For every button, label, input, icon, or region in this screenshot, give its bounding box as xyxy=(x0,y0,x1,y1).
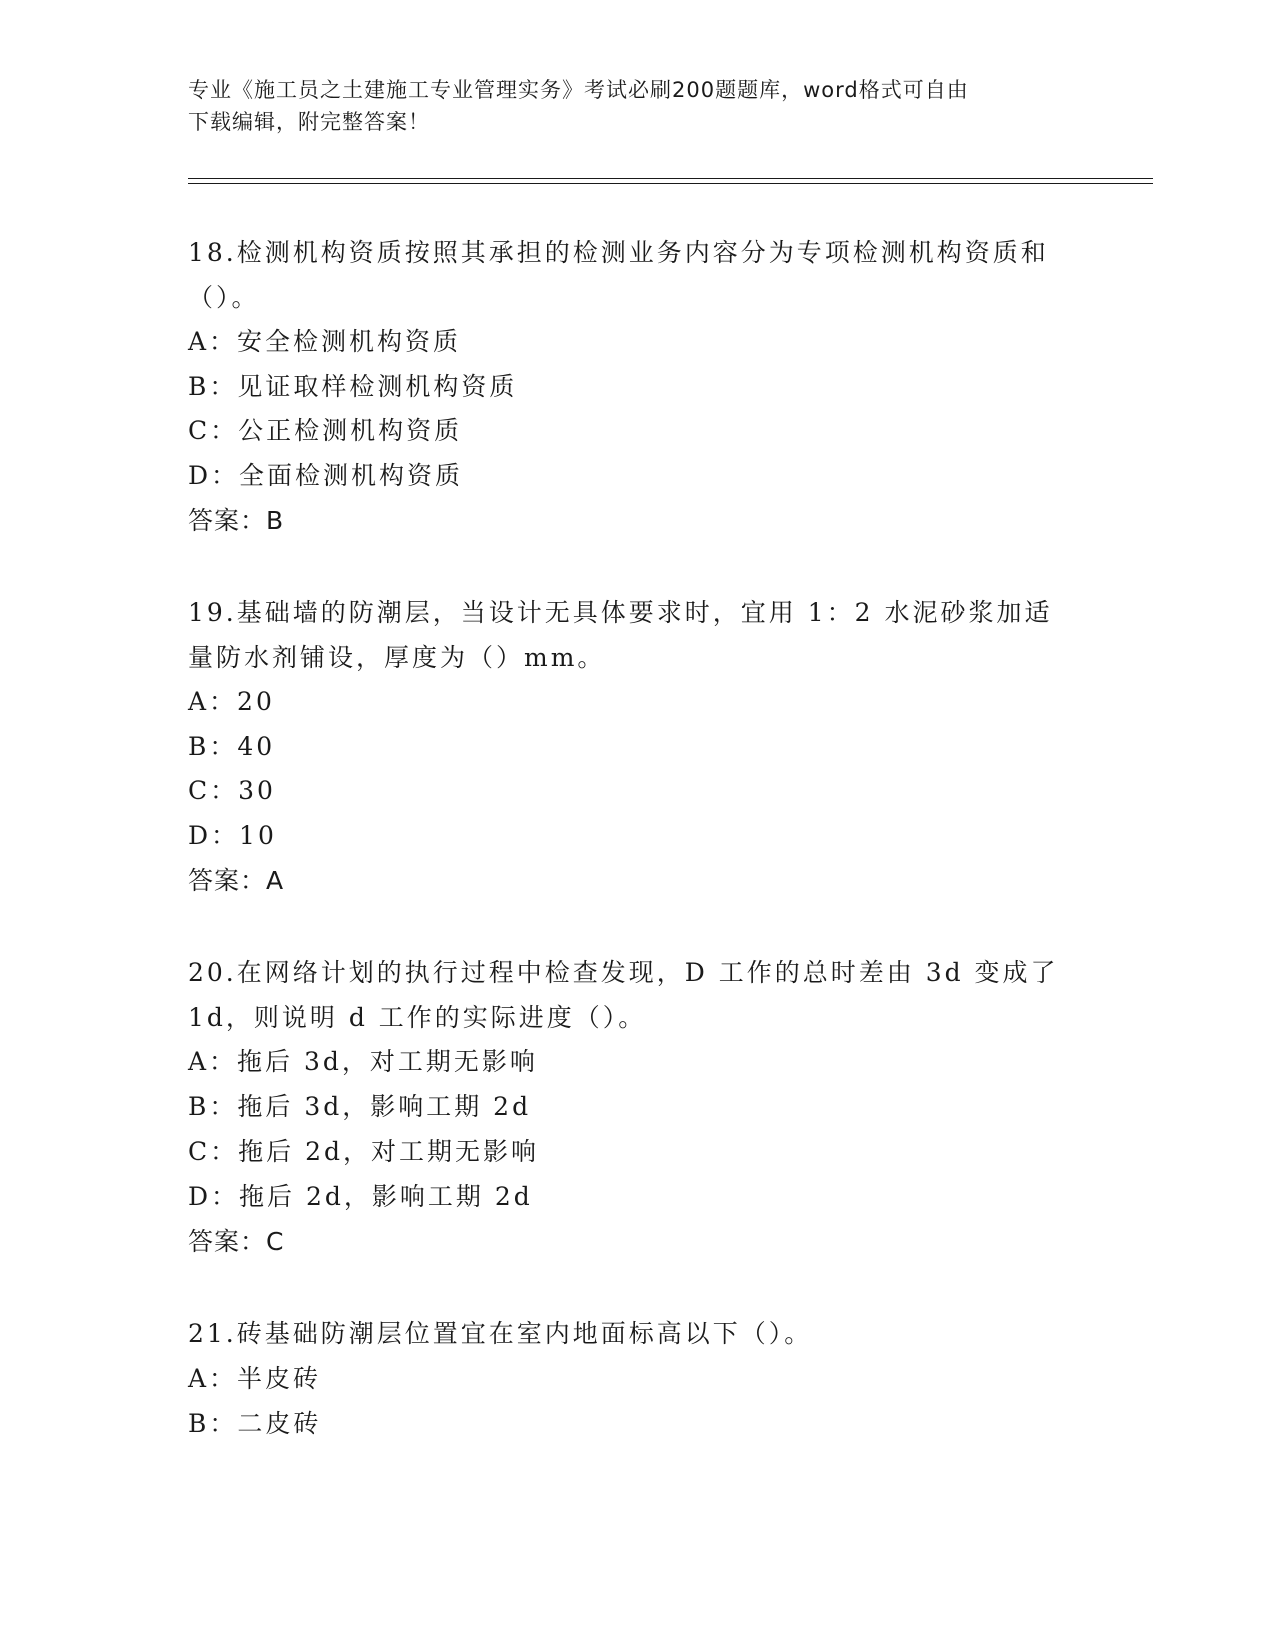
question-19-option-a: A：20 xyxy=(188,687,275,716)
question-20-answer: 答案：C xyxy=(188,1227,285,1256)
question-20-option-b: B：拖后 3d，影响工期 2d xyxy=(188,1092,532,1121)
document-header xyxy=(188,74,1068,138)
question-20-stem-line-1: 20.在网络计划的执行过程中检查发现，D 工作的总时差由 3d 变成了 xyxy=(188,958,1059,987)
question-18-answer: 答案：B xyxy=(188,506,285,535)
question-21-stem-line-1: 21.砖基础防潮层位置宜在室内地面标高以下（）。 xyxy=(188,1319,813,1348)
question-20-option-a: A：拖后 3d，对工期无影响 xyxy=(188,1047,538,1076)
header-divider-bottom xyxy=(188,183,1153,184)
header-divider-top xyxy=(188,178,1153,179)
question-18-option-d: D：全面检测机构资质 xyxy=(188,461,464,490)
question-18-option-a: A：安全检测机构资质 xyxy=(188,327,462,356)
question-19-answer: 答案：A xyxy=(188,866,285,895)
question-21-option-a: A：半皮砖 xyxy=(188,1364,322,1393)
question-19-option-c: C：30 xyxy=(188,776,276,805)
question-20-stem-line-2: 1d，则说明 d 工作的实际进度（）。 xyxy=(188,1003,647,1032)
question-20-option-d: D：拖后 2d，影响工期 2d xyxy=(188,1182,533,1211)
question-18-option-c: C：公正检测机构资质 xyxy=(188,416,463,445)
question-20-option-c: C：拖后 2d，对工期无影响 xyxy=(188,1137,539,1166)
question-19-stem-line-2: 量防水剂铺设，厚度为（）mm。 xyxy=(188,643,606,672)
question-18-stem-line-2: （）。 xyxy=(188,283,260,312)
question-21-option-b: B：二皮砖 xyxy=(188,1409,322,1438)
question-18-option-b: B：见证取样检测机构资质 xyxy=(188,372,518,401)
header-line-2: 下载编辑，附完整答案！ xyxy=(188,110,430,134)
question-19-stem-line-1: 19.基础墙的防潮层，当设计无具体要求时，宜用 1：2 水泥砂浆加适 xyxy=(188,598,1053,627)
question-19-option-d: D：10 xyxy=(188,821,277,850)
header-line-1: 专业《施工员之土建施工专业管理实务》考试必刷200题题库，word格式可自由 xyxy=(188,78,969,102)
question-19-option-b: B：40 xyxy=(188,732,276,761)
question-18-stem-line-1: 18.检测机构资质按照其承担的检测业务内容分为专项检测机构资质和 xyxy=(188,238,1049,267)
